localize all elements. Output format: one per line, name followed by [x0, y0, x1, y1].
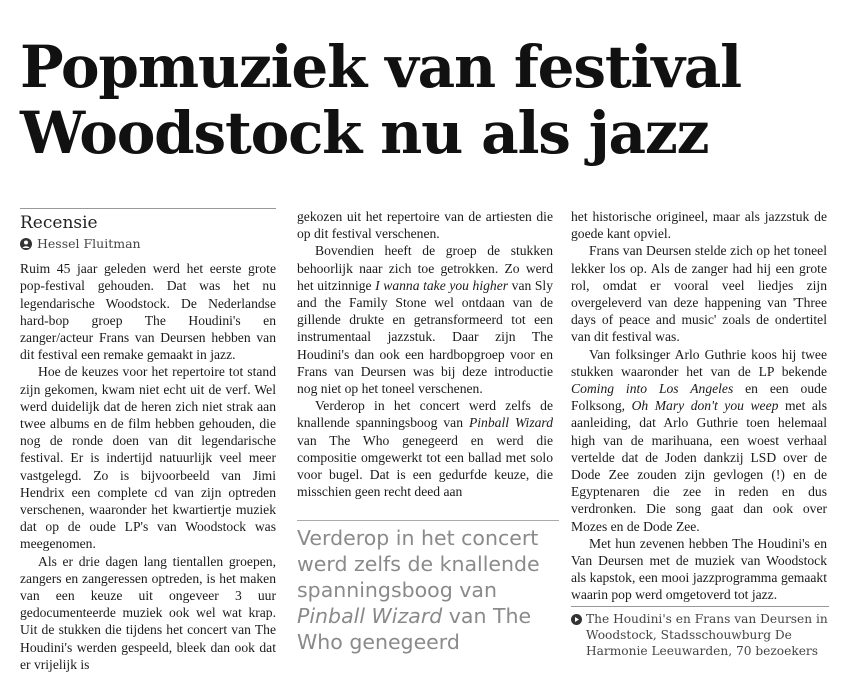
article-column-3: [571, 208, 827, 604]
byline: [20, 235, 276, 252]
pull-quote-text: [297, 525, 559, 655]
headline-line-1: Popmuziek van festival: [20, 33, 741, 101]
event-info-text: The Houdini's en Frans van Deursen in Woodstock, Stadsschouwburg De Harmonie Leeuwarden, 70 bezoekers: [586, 612, 828, 658]
headline-line-2: Woodstock nu als jazz: [20, 99, 709, 167]
paragraph: [297, 242, 553, 397]
paragraph: het historische origineel, maar als jazzstuk de goede kant opviel.: [571, 209, 827, 242]
paragraph-text: Bovendien heeft de groep de stukken behoorlijk naar zich toe getrokken. Zo werd het uitzinnige: [297, 243, 553, 293]
paragraph: Ruim 45 jaar geleden werd het eerste grote pop-festival gehouden. Dat was het nu legendarische Woodstock. De Nederlandse hard-bop groep The Houdini's en zanger/acteur Frans van Deursen hebben van dit festival een remake gemaakt in jazz.: [20, 261, 276, 363]
paragraph: Met hun zevenen hebben The Houdini's en Van Deursen met de muziek van Woodstock als kapstok, een mooi jazzprogramma gemaakt waarin pop werd omgetoverd tot jazz.: [571, 535, 827, 603]
album-title: Coming into Los Angeles: [571, 381, 734, 397]
article-column-2: [297, 208, 553, 500]
paragraph-text: met als aanleiding, dat Arlo Guthrie toen helemaal high van de marihuana, een woest verhaal vertelde dat de Joden dankzij LSD over de Dode Zee zouden zijn gevlogen (!) en de Egyptenaren die zee in reden en dus verdronken. Die song gaat dan ook over Mozes en de Dode Zee.: [571, 398, 827, 534]
paragraph: [571, 346, 827, 535]
paragraph-text: van The Who genegeerd en werd die compositie omgewerkt tot een ballad met solo voor bugel. Dat is een gedurfde keuze, die misschien geen recht deed aan: [297, 432, 553, 500]
paragraph-text: van Sly and the Family Stone wel ontdaan van de gillende drukte en getransformeerd tot een instrumentaal jazzstuk. Daar zijn The Houdini's dan ook een hardbopgroep voor en Frans van Deursen was bij deze introductie nog niet op het toneel verschenen.: [297, 277, 553, 397]
paragraph: [297, 397, 553, 500]
song-title: Oh Mary don't you weep: [631, 398, 779, 414]
paragraph-text: Van folksinger Arlo Guthrie koos hij twee stukken waaronder het van de LP bekende: [571, 346, 827, 379]
song-title: I wanna take you higher: [375, 277, 509, 293]
song-title: Pinball Wizard: [468, 415, 553, 431]
paragraph-text: en een oude Folksong,: [571, 381, 827, 414]
pull-quote-title: Pinball Wizard: [297, 604, 443, 628]
play-arrow-icon: [571, 614, 582, 625]
article-column-1: [20, 208, 276, 673]
paragraph: Als er drie dagen lang tientallen groepen, zangers en zangeressen optreden, is het maken van een keuze uit ongeveer 3 uur gedocumenteerde muziek ook wel wat krap. Uit de stukken die tijdens het concert van The Houdini's werden gespeeld, bleek dan ook dat er vrijelijk is: [20, 553, 276, 672]
author-name: Hessel Fluitman: [37, 236, 141, 251]
event-info: [571, 606, 829, 659]
person-icon: [20, 238, 32, 250]
headline: [20, 34, 840, 166]
pull-quote: [297, 520, 559, 655]
paragraph: Hoe de keuzes voor het repertoire tot stand zijn gekomen, kwam niet echt uit de verf. Wel werd duidelijk dat de heren zich niet strak aan twee albums en de film hebben gehouden, die nog de ronde doen van dit legendarische festival. Er is indertijd natuurlijk veel meer vastgelegd. Zo is bijvoorbeeld van Jimi Hendrix een complete cd van zijn optreden verschenen, waaronder het kwartiertje muziek dat op de oude LP's van Woodstock was meegenomen.: [20, 364, 276, 552]
pull-quote-part: Verderop in het concert werd zelfs de knallende spanningsboog van: [297, 526, 540, 602]
pull-quote-part: van The Who genegeerd: [297, 604, 532, 654]
paragraph: Frans van Deursen stelde zich op het toneel lekker los op. Als de zanger had hij een grote rol, omdat er vooral veel liedjes zijn overgeleverd van deze happening van 'Three days of peace and music' zoals de ondertitel van dit festival was.: [571, 243, 827, 345]
kicker-label: Recensie: [20, 208, 276, 233]
paragraph: gekozen uit het repertoire van de artiesten die op dit festival verschenen.: [297, 209, 553, 242]
paragraph-text: Verderop in het concert werd zelfs de knallende spanningsboog van: [297, 398, 553, 431]
